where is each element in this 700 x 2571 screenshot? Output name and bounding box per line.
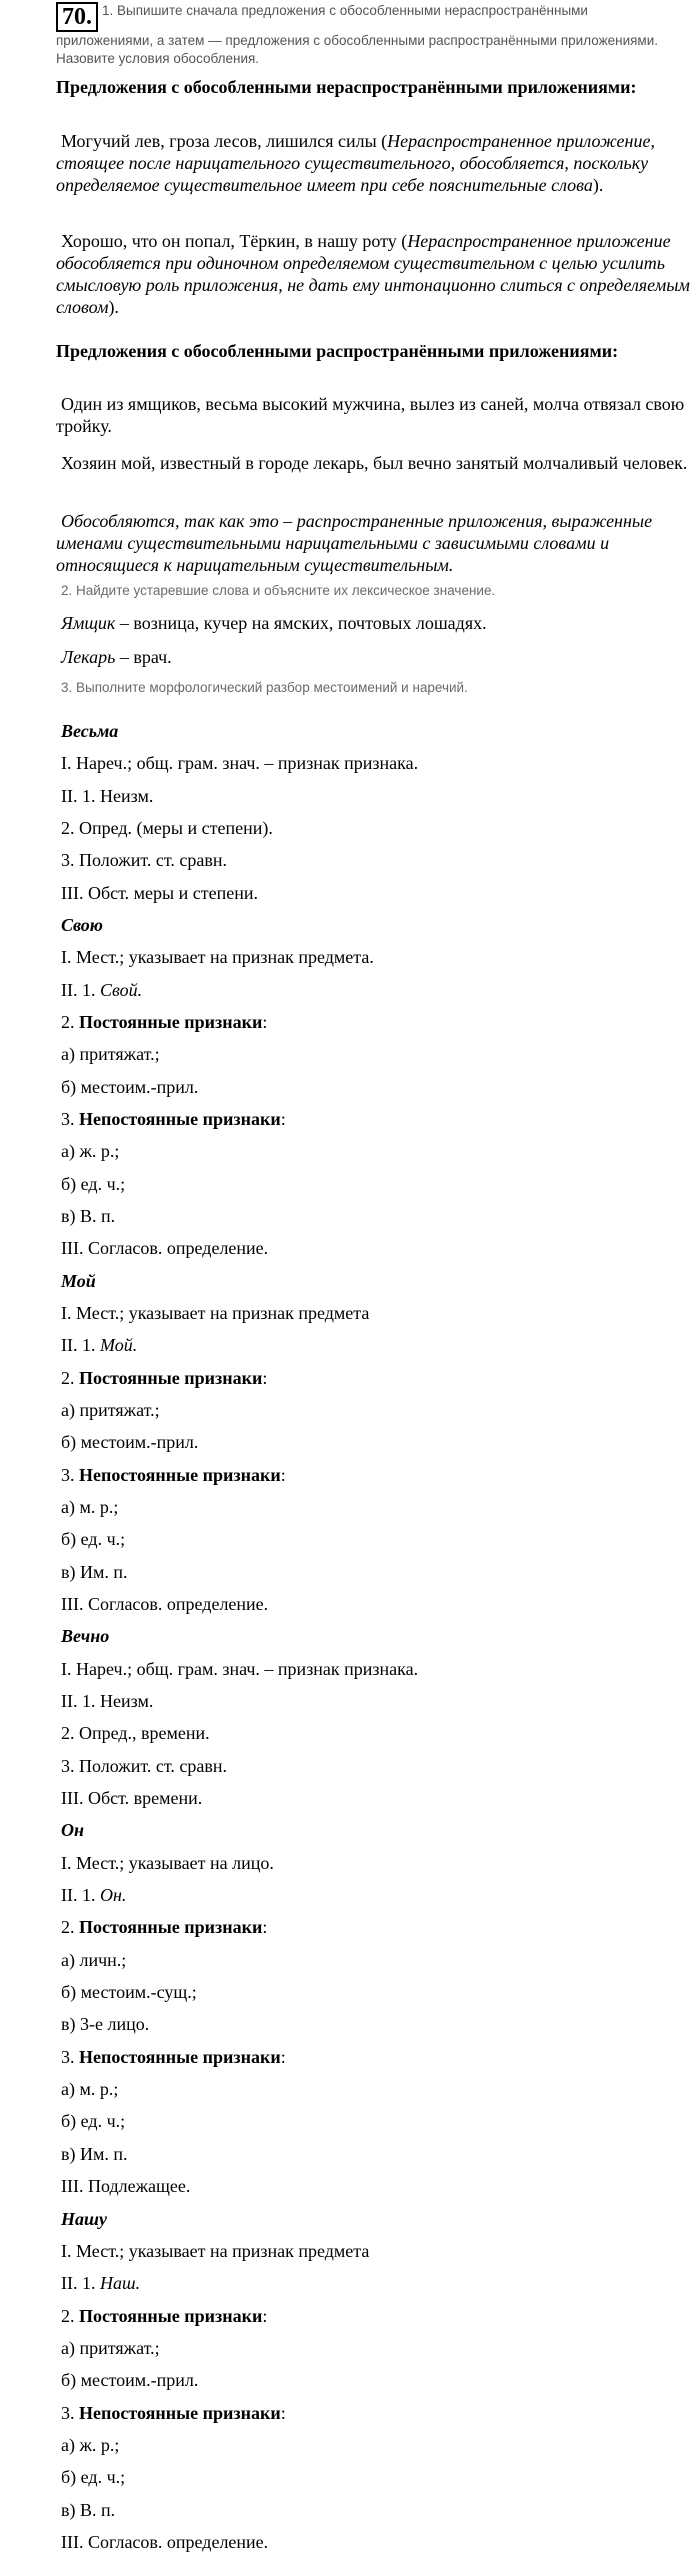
analysis-line: III. Согласов. определение. xyxy=(61,2532,269,2552)
section2-heading: Предложения с обособленными распространёнными приложениями: xyxy=(56,341,619,361)
analysis-line: 3. Положит. ст. сравн. xyxy=(61,850,227,870)
analysis-line: а) ж. р.; xyxy=(61,2435,120,2455)
analysis-line: I. Мест.; указывает на признак предмета xyxy=(61,1303,370,1323)
analysis-line: в) 3-е лицо. xyxy=(61,2014,150,2034)
analysis-line: б) ед. ч.; xyxy=(61,1529,126,1549)
analysis-constant-label: 2. Постоянные признаки: xyxy=(61,2306,268,2326)
section1-example1: Могучий лев, гроза лесов, лишился силы (Нераспространенное приложение, стоящее после нарицательного существительного, обособляется, поскольку определяемое существительное имеет при себе пояснительные слова). xyxy=(56,131,655,195)
section2-example2: Хозяин мой, известный в городе лекарь, был вечно занятый молчаливый человек. xyxy=(61,453,688,473)
analysis-line: б) ед. ч.; xyxy=(61,2111,126,2131)
analysis-line: б) местоим.-прил. xyxy=(61,1077,199,1097)
analysis-line: II. 1. Наш. xyxy=(61,2273,141,2293)
analysis-line: б) местоим.-сущ.; xyxy=(61,1982,197,2002)
section1-heading: Предложения с обособленными нераспространёнными приложениями: xyxy=(56,77,637,97)
task3-instruction: 3. Выполните морфологический разбор местоимений и наречий. xyxy=(61,680,468,695)
analysis-line: а) притяжат.; xyxy=(61,1400,160,1420)
analysis-line: I. Нареч.; общ. грам. знач. – признак признака. xyxy=(61,1659,419,1679)
section2-example1: Один из ямщиков, весьма высокий мужчина, вылез из саней, молча отвязал свою тройку. xyxy=(56,394,685,436)
analysis-line: I. Нареч.; общ. грам. знач. – признак признака. xyxy=(61,753,419,773)
analysis-line: б) местоим.-прил. xyxy=(61,2370,199,2390)
analysis-line: 3. Положит. ст. сравн. xyxy=(61,1756,227,1776)
analysis-line: III. Обст. меры и степени. xyxy=(61,883,258,903)
analysis-line: б) местоим.-прил. xyxy=(61,1432,199,1452)
analysis-line: II. 1. Неизм. xyxy=(61,1691,154,1711)
analysis-line: в) В. п. xyxy=(61,1206,116,1226)
analysis-constant-label: 2. Постоянные признаки: xyxy=(61,1012,268,1032)
analysis-line: II. 1. Свой. xyxy=(61,980,143,1000)
analysis-line: 2. Опред. (меры и степени). xyxy=(61,818,273,838)
analysis-word-vechno: Вечно xyxy=(61,1626,110,1646)
analysis-line: а) притяжат.; xyxy=(61,1044,160,1064)
task-number: 70. xyxy=(56,2,98,32)
analysis-word-nashu: Нашу xyxy=(61,2209,107,2229)
analysis-line: в) Им. п. xyxy=(61,2144,128,2164)
archaic-word-yamshchik: Ямщик – возница, кучер на ямских, почтовых лошадях. xyxy=(61,613,487,633)
analysis-word-moy: Мой xyxy=(61,1271,96,1291)
analysis-line: III. Согласов. определение. xyxy=(61,1594,269,1614)
analysis-line: б) ед. ч.; xyxy=(61,1174,126,1194)
analysis-word-svoyu: Свою xyxy=(61,915,103,935)
analysis-line: а) личн.; xyxy=(61,1950,127,1970)
analysis-line: II. 1. Он. xyxy=(61,1885,127,1905)
analysis-word-on: Он xyxy=(61,1820,84,1840)
section1-example2: Хорошо, что он попал, Тёркин, в нашу роту (Нераспространенное приложение обособляется при одиночном определяемом существительном с целью усилить смысловую роль приложения, не дать ему интонационно слиться с определяемым словом). xyxy=(56,231,690,317)
analysis-constant-label: 2. Постоянные признаки: xyxy=(61,1917,268,1937)
analysis-line: III. Подлежащее. xyxy=(61,2176,191,2196)
section2-comment: Обособляются, так как это – распространенные приложения, выраженные именами существительными нарицательными с зависимыми словами и относящиеся к нарицательным существительным. xyxy=(56,511,653,575)
archaic-word-lekar: Лекарь – врач. xyxy=(61,647,172,667)
analysis-line: а) притяжат.; xyxy=(61,2338,160,2358)
analysis-line: I. Мест.; указывает на признак предмета xyxy=(61,2241,370,2261)
analysis-variable-label: 3. Непостоянные признаки: xyxy=(61,1109,286,1129)
task-header xyxy=(56,2,686,68)
analysis-line: III. Согласов. определение. xyxy=(61,1238,269,1258)
analysis-line: II. 1. Неизм. xyxy=(61,786,154,806)
analysis-line: в) Им. п. xyxy=(61,1562,128,1582)
analysis-variable-label: 3. Непостоянные признаки: xyxy=(61,1465,286,1485)
analysis-line: а) м. р.; xyxy=(61,2079,119,2099)
analysis-variable-label: 3. Непостоянные признаки: xyxy=(61,2047,286,2067)
analysis-line: I. Мест.; указывает на признак предмета. xyxy=(61,947,374,967)
analysis-constant-label: 2. Постоянные признаки: xyxy=(61,1368,268,1388)
analysis-line: II. 1. Мой. xyxy=(61,1335,138,1355)
task2-instruction: 2. Найдите устаревшие слова и объясните их лексическое значение. xyxy=(61,583,496,598)
analysis-line: в) В. п. xyxy=(61,2500,116,2520)
analysis-variable-label: 3. Непостоянные признаки: xyxy=(61,2403,286,2423)
task-instruction: 1. Выпишите сначала предложения с обособленными нераспространёнными приложениями, а затем — предложения с обособленными распространёнными приложениями. Назовите условия обособления. xyxy=(56,3,658,66)
analysis-line: а) м. р.; xyxy=(61,1497,119,1517)
analysis-line: а) ж. р.; xyxy=(61,1141,120,1161)
analysis-line: I. Мест.; указывает на лицо. xyxy=(61,1853,274,1873)
analysis-line: 2. Опред., времени. xyxy=(61,1723,210,1743)
analysis-word-vesma: Весьма xyxy=(61,721,119,741)
analysis-line: III. Обст. времени. xyxy=(61,1788,203,1808)
analysis-line: б) ед. ч.; xyxy=(61,2467,126,2487)
